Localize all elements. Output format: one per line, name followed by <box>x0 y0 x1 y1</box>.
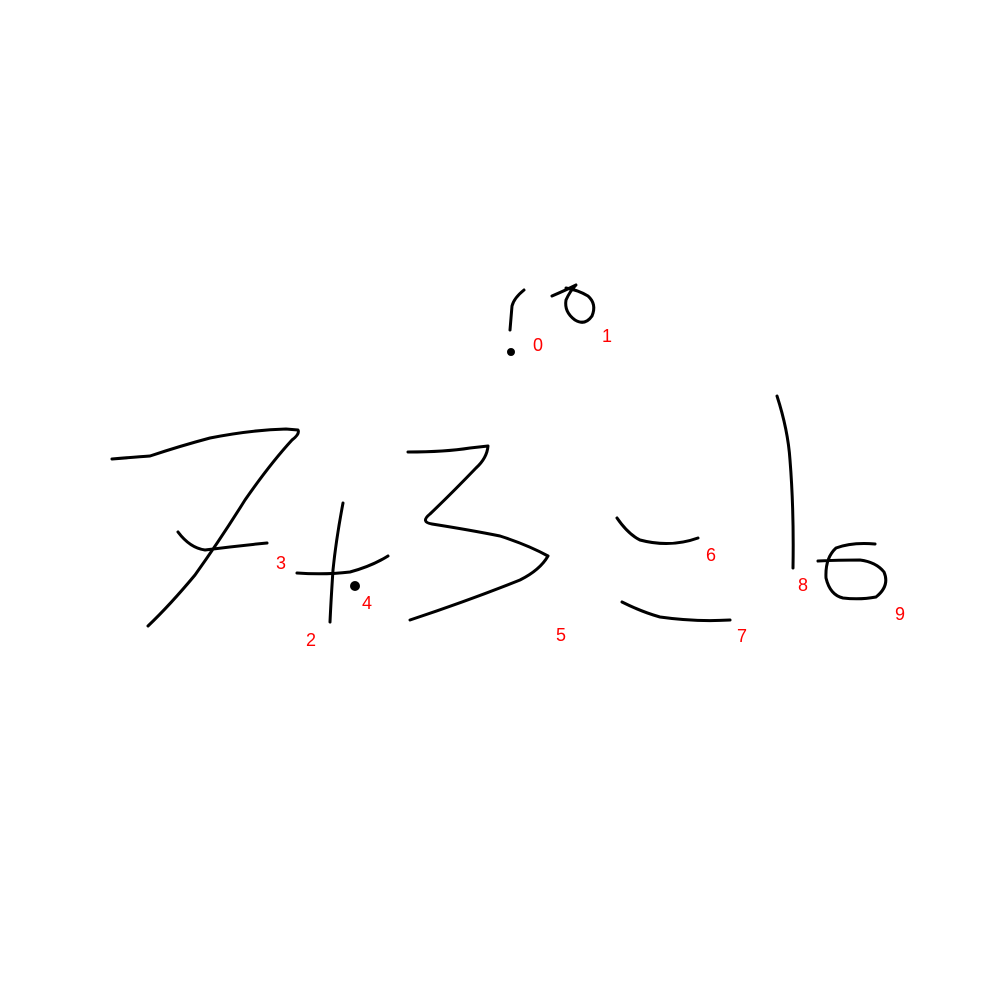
stroke-label-9: 9 <box>895 604 906 624</box>
stroke-labels <box>276 326 905 650</box>
stroke-9 <box>818 544 886 599</box>
stroke-7 <box>622 602 730 621</box>
stroke-label-4: 4 <box>362 593 373 613</box>
digit-7-top <box>112 429 298 626</box>
stroke-8 <box>777 396 793 568</box>
stroke-label-1: 1 <box>602 326 613 346</box>
stroke-label-0: 0 <box>533 335 544 355</box>
stroke-label-8: 8 <box>798 575 809 595</box>
stroke-label-6: 6 <box>706 545 717 565</box>
stroke-label-3: 3 <box>276 553 287 573</box>
stroke-3 <box>297 556 388 574</box>
stroke-label-7: 7 <box>737 626 748 646</box>
stroke-2 <box>330 503 343 622</box>
stroke-1 <box>552 285 594 322</box>
stroke-label-2: 2 <box>306 630 317 650</box>
stroke-5 <box>408 446 548 620</box>
stroke-0-dot <box>507 348 515 356</box>
stroke-4 <box>350 581 360 591</box>
stroke-6 <box>617 518 698 544</box>
stroke-label-5: 5 <box>556 625 567 645</box>
stroke-group <box>112 285 886 626</box>
stroke-0-line <box>510 290 524 330</box>
